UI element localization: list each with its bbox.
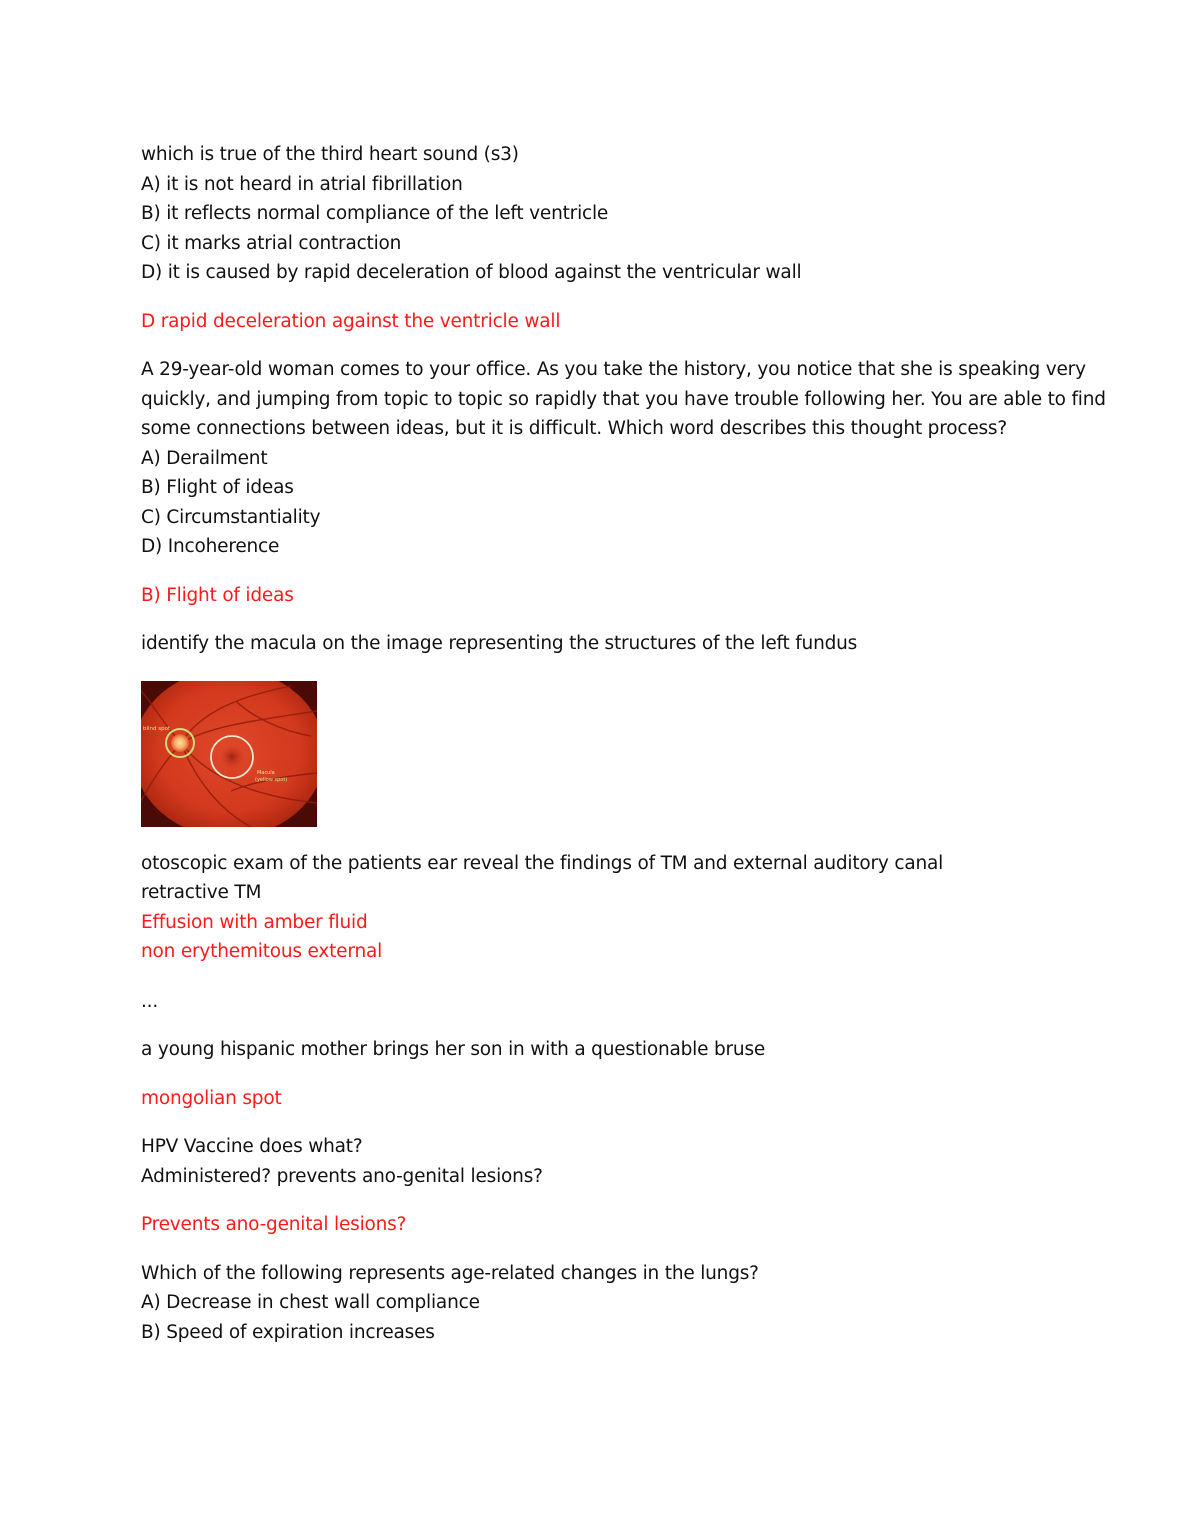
ellipsis-text: ... — [141, 990, 159, 1012]
optic-disc — [171, 734, 189, 752]
option-d: D) Incoherence — [141, 536, 280, 557]
fundus-image — [141, 681, 317, 827]
question-text: otoscopic exam of the patients ear reveal the findings of TM and external auditory canal — [141, 852, 944, 874]
answer-text: B) Flight of ideas — [141, 584, 294, 606]
option-b: B) Speed of expiration increases — [141, 1321, 435, 1343]
option-b: B) Flight of ideas — [141, 477, 294, 498]
answer-text: mongolian spot — [141, 1087, 282, 1109]
option-a: A) Decrease in chest wall compliance — [141, 1292, 480, 1313]
answer-text: Effusion with amber fluid — [141, 911, 368, 933]
question-text: which is true of the third heart sound (s3) — [141, 144, 519, 165]
question-block-thought-process — [141, 355, 1106, 562]
question-block-s3 — [141, 140, 1041, 288]
answer-text: non erythemitous external — [141, 941, 383, 962]
option-c: C) it marks atrial contraction — [141, 232, 402, 254]
option-a: A) Derailment — [141, 447, 268, 469]
question-text-line: HPV Vaccine does what? — [141, 1136, 363, 1157]
question-text-line: Administered? prevents ano-genital lesions? — [141, 1165, 543, 1187]
answer-text: Prevents ano-genital lesions? — [141, 1214, 407, 1235]
question-block-otoscopic — [141, 849, 1041, 967]
fundus-photo — [141, 681, 317, 827]
document-page — [141, 140, 1106, 1347]
question-text-line: quickly, and jumping from topic to topic so rapidly that you have trouble following her. You are able to find — [141, 388, 1106, 410]
question-block-hpv — [141, 1132, 1041, 1191]
blind-spot-label: blind spot — [143, 725, 171, 732]
macula-label: Macula — [257, 769, 275, 776]
option-c: C) Circumstantiality — [141, 506, 321, 528]
question-text: identify the macula on the image representing the structures of the left fundus — [141, 633, 858, 654]
answer-text: D rapid deceleration against the ventricle wall — [141, 310, 561, 332]
option-a: A) it is not heard in atrial fibrillation — [141, 173, 463, 195]
macula — [219, 744, 245, 770]
question-text-line: A 29-year-old woman comes to your office. As you take the history, you notice that she is speaking very — [141, 359, 1086, 380]
option-d: D) it is caused by rapid deceleration of blood against the ventricular wall — [141, 262, 802, 283]
finding-text: retractive TM — [141, 882, 262, 903]
question-text: a young hispanic mother brings her son in with a questionable bruse — [141, 1039, 766, 1060]
question-text: Which of the following represents age-related changes in the lungs? — [141, 1262, 759, 1284]
question-block-lungs — [141, 1259, 1041, 1348]
macula-sublabel: (yellow spot) — [255, 776, 288, 783]
option-b: B) it reflects normal compliance of the left ventricle — [141, 203, 609, 224]
question-text-line: some connections between ideas, but it is difficult. Which word describes this thought process? — [141, 418, 1007, 439]
